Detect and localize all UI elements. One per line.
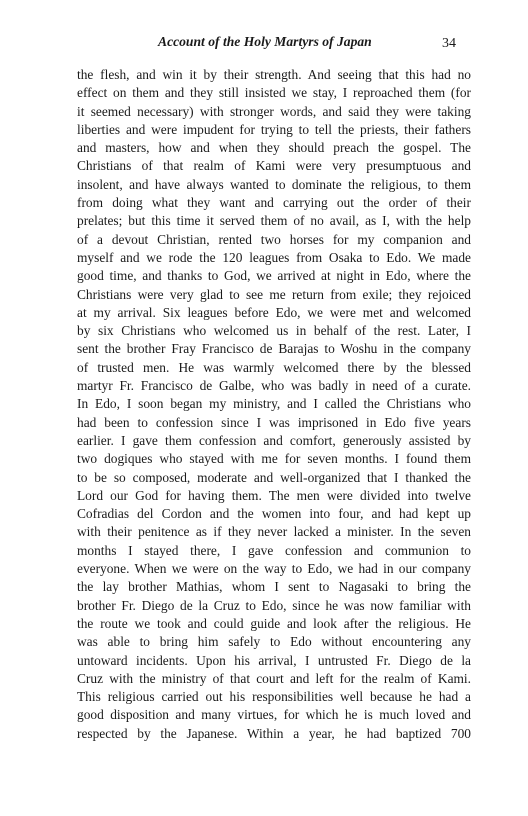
text-line: liberties and were impudent for trying to tell the priests, their fathers	[77, 121, 471, 137]
text-line: Cruz with the ministry of that court and left for the realm of Kami.	[77, 670, 471, 686]
text-line: good disposition and many virtues, for which he is much loved and	[77, 707, 471, 723]
text-line: months I stayed there, I gave confession and communion to	[77, 542, 471, 558]
text-line: had been to confession since I was imprisoned in Edo five years	[77, 414, 471, 430]
text-line: with their penitence as if they never lacked a minister. In the seven	[77, 524, 471, 540]
text-line: good time, and thanks to God, we arrived at night in Edo, where the	[77, 268, 471, 284]
text-line: respected by the Japanese. Within a year, he had baptized 700	[77, 725, 471, 741]
text-line: two dogiques who stayed with me for seven months. I found them	[77, 451, 471, 467]
running-title: Account of the Holy Martyrs of Japan	[158, 34, 372, 49]
text-line: This religious carried out his responsibilities well because he had a	[77, 689, 471, 705]
text-line: from doing what they want and carrying out the order of their	[77, 195, 471, 211]
text-line: effect on them and they still insisted we stay, I reproached them (for	[77, 85, 471, 101]
text-line: was able to bring him safely to Edo without encountering any	[77, 634, 471, 650]
text-line: Cofradias del Cordon and the women into four, and had kept up	[77, 506, 471, 522]
text-line: earlier. I gave them confession and comfort, generously assisted by	[77, 432, 471, 448]
text-line: martyr Fr. Francisco de Galbe, who was badly in need of a curate.	[77, 378, 471, 394]
text-line: the lay brother Mathias, whom I sent to Nagasaki to bring the	[77, 579, 471, 595]
text-line: insolent, and have always wanted to dominate the religious, to them	[77, 176, 471, 192]
running-head	[0, 34, 528, 56]
text-line: the flesh, and win it by their strength. And seeing that this had no	[77, 67, 471, 82]
text-line: by six Christians who welcomed us in behalf of the rest. Later, I	[77, 323, 471, 339]
text-line: and masters, how and when they should preach the gospel. The	[77, 140, 471, 156]
text-line: of trusted men. He was warmly welcomed there by the blessed	[77, 359, 471, 375]
text-line: Christians were very glad to see me return from exile; they rejoiced	[77, 286, 471, 302]
body-text	[77, 66, 471, 743]
text-line: it seemed necessary) with stronger words, and said they were taking	[77, 103, 471, 119]
text-line: untoward incidents. Upon his arrival, I untrusted Fr. Diego de la	[77, 652, 471, 668]
text-line: sent the brother Fray Francisco de Barajas to Woshu in the company	[77, 341, 471, 357]
text-line: of a devout Christian, rented two horses for my companion and	[77, 231, 471, 247]
text-line: Lord our God for having them. The men were divided into twelve	[77, 487, 471, 503]
page-number: 34	[442, 36, 456, 51]
text-line: to be so composed, moderate and well-organized that I thanked the	[77, 469, 471, 485]
text-line: myself and we rode the 120 leagues from Osaka to Edo. We made	[77, 249, 471, 265]
text-line: Christians of that realm of Kami were very presumptuous and	[77, 158, 471, 174]
text-line: everyone. When we were on the way to Edo, we had in our company	[77, 561, 471, 577]
text-line: brother Fr. Diego de la Cruz to Edo, since he was now familiar with	[77, 597, 471, 613]
text-line: prelates; but this time it served them of no avail, as I, with the help	[77, 213, 471, 229]
text-line: at my arrival. Six leagues before Edo, we were met and welcomed	[77, 304, 471, 320]
text-line: In Edo, I soon began my ministry, and I called the Christians who	[77, 396, 471, 412]
text-line: the route we took and could guide and look after the religious. He	[77, 615, 471, 631]
